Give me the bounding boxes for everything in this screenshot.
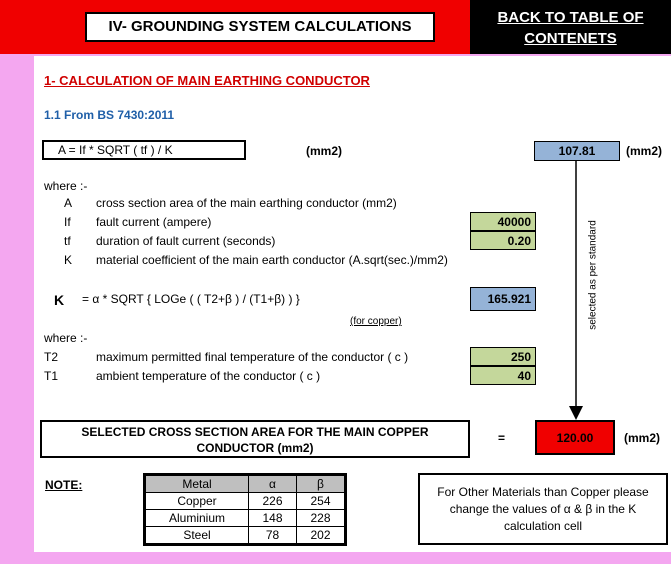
where-symbol: tf bbox=[64, 234, 71, 248]
selected-line-1: SELECTED CROSS SECTION AREA FOR THE MAIN COPPER bbox=[81, 425, 429, 439]
cell-metal: Steel bbox=[146, 527, 249, 544]
where-symbol: K bbox=[64, 253, 73, 267]
fault-duration-input[interactable]: 0.20 bbox=[470, 231, 536, 250]
selection-arrow bbox=[560, 160, 590, 422]
k-symbol: K bbox=[54, 292, 65, 308]
where-description: duration of fault current (seconds) bbox=[96, 234, 276, 248]
ambient-temperature-input[interactable]: 40 bbox=[470, 366, 536, 385]
area-result-unit: (mm2) bbox=[626, 144, 663, 158]
selected-area-value[interactable]: 120.00 bbox=[535, 420, 615, 455]
arrow-label: selected as per standard bbox=[587, 220, 599, 330]
where-description: cross section area of the main earthing conductor (mm2) bbox=[96, 196, 397, 210]
cell-beta: 228 bbox=[297, 510, 345, 527]
table-header-row bbox=[146, 476, 345, 493]
where-symbol: T1 bbox=[44, 369, 59, 383]
cell-alpha: 226 bbox=[249, 493, 297, 510]
final-temperature-input[interactable]: 250 bbox=[470, 347, 536, 366]
selected-area-label-box bbox=[40, 420, 470, 458]
k-note: (for copper) bbox=[350, 316, 402, 327]
section-subtitle: 1.1 From BS 7430:2011 bbox=[44, 108, 175, 122]
cell-alpha: 148 bbox=[249, 510, 297, 527]
where-symbol: If bbox=[64, 215, 71, 229]
materials-table bbox=[143, 473, 347, 546]
cell-metal: Aluminium bbox=[146, 510, 249, 527]
back-line-2: CONTENETS bbox=[524, 30, 617, 47]
fault-current-input[interactable]: 40000 bbox=[470, 212, 536, 231]
cell-alpha: 78 bbox=[249, 527, 297, 544]
table-row bbox=[146, 493, 345, 510]
where-label: where :- bbox=[44, 179, 88, 193]
header-metal: Metal bbox=[146, 476, 249, 493]
header-beta: β bbox=[297, 476, 345, 493]
section-title: 1- CALCULATION OF MAIN EARTHING CONDUCTOR bbox=[44, 73, 370, 88]
page-title: IV- GROUNDING SYSTEM CALCULATIONS bbox=[85, 12, 435, 42]
table-row bbox=[146, 510, 345, 527]
formula-a-unit: (mm2) bbox=[306, 144, 343, 158]
where-description: fault current (ampere) bbox=[96, 215, 212, 229]
selected-area-unit: (mm2) bbox=[624, 431, 661, 445]
cell-beta: 202 bbox=[297, 527, 345, 544]
k-result-cell[interactable]: 165.921 bbox=[470, 287, 536, 311]
equals-sign: = bbox=[498, 431, 506, 445]
table-row bbox=[146, 527, 345, 544]
where-description: ambient temperature of the conductor ( c ) bbox=[96, 369, 321, 383]
where-symbol: T2 bbox=[44, 350, 59, 364]
formula-a-box: A = If * SQRT ( tf ) / K bbox=[42, 140, 246, 160]
selected-line-2: CONDUCTOR (mm2) bbox=[196, 441, 314, 455]
cell-beta: 254 bbox=[297, 493, 345, 510]
area-result-cell[interactable]: 107.81 bbox=[534, 141, 620, 161]
where-description: maximum permitted final temperature of the conductor ( c ) bbox=[96, 350, 409, 364]
where-label: where :- bbox=[44, 331, 88, 345]
note-label: NOTE: bbox=[45, 478, 83, 492]
header-alpha: α bbox=[249, 476, 297, 493]
other-materials-note: For Other Materials than Copper please change the values of α & β in the K calculation cell bbox=[418, 473, 668, 545]
back-line-1: BACK TO TABLE OF bbox=[497, 9, 644, 26]
k-formula: = α * SQRT { LOGe ( ( T2+β ) / (T1+β) ) } bbox=[82, 292, 300, 306]
cell-metal: Copper bbox=[146, 493, 249, 510]
where-description: material coefficient of the main earth conductor (A.sqrt(sec.)/mm2) bbox=[96, 253, 448, 267]
back-to-contents-button[interactable] bbox=[470, 0, 671, 54]
where-symbol: A bbox=[64, 196, 73, 210]
